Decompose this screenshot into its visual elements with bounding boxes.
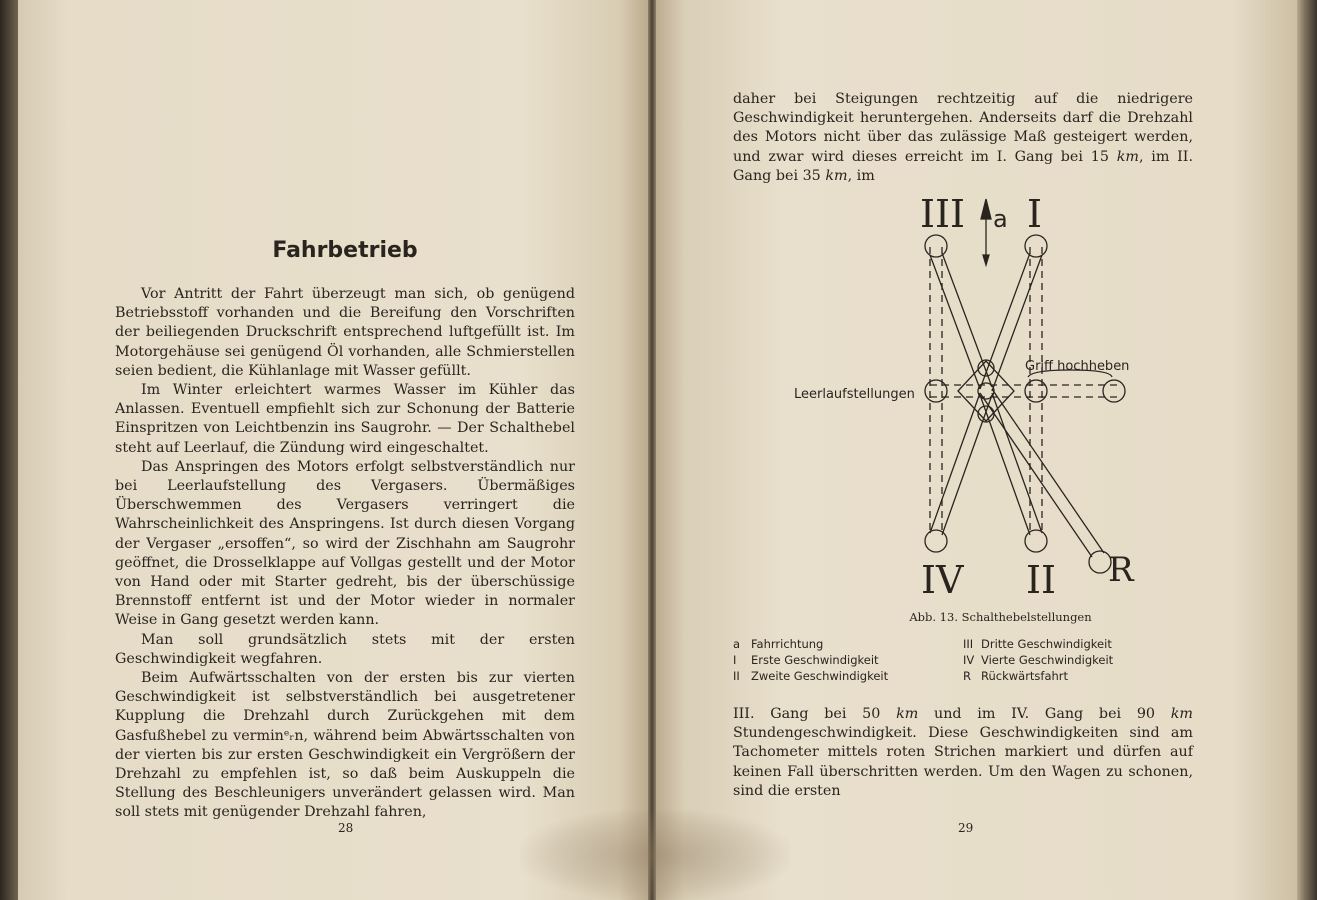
paragraph: Das Anspringen des Motors erfolgt selbstverständlich nur bei Leerlaufstellung des Vergasers. Übermäßiges Überschwemmen des Vergasers verringert die Wahrscheinlichkeit des Anspringens. Ist durch diesen Vorgang der Vergaser „ersoffen“, so wird der Zischhahn am Saugrohr geöffnet, die Drosselklappe auf Vollgas gestellt und der Motor von Hand oder mit Starter gedreht, bis der überschüssige Brennstoff entfernt ist und der Motor wieder in normaler Weise in Gang gesetzt werden kann. bbox=[115, 458, 575, 629]
text-run: , im II. Gang bei 35 bbox=[733, 148, 1194, 184]
position-neutral-right bbox=[1025, 380, 1047, 402]
legend-key: a bbox=[733, 637, 741, 651]
gear-label-third: III bbox=[920, 192, 966, 236]
unit-km: km bbox=[825, 167, 848, 184]
text-run: und im IV. Gang bei 90 bbox=[918, 706, 1171, 722]
unit-km: km bbox=[1116, 148, 1139, 165]
left-body-text bbox=[115, 285, 575, 823]
text-run: , im bbox=[847, 167, 875, 184]
text-run: III. Gang bei 50 bbox=[733, 706, 897, 722]
gear-label-second: II bbox=[1026, 558, 1057, 602]
legend-text: Dritte Geschwindigkeit bbox=[981, 637, 1112, 651]
unit-km: km bbox=[896, 706, 919, 722]
book-edge-left bbox=[0, 0, 18, 900]
gear-label-fourth: IV bbox=[921, 558, 964, 602]
position-fourth bbox=[925, 530, 947, 552]
legend-key: IV bbox=[963, 653, 975, 667]
legend-text: Vierte Geschwindigkeit bbox=[981, 653, 1114, 667]
paper-stain bbox=[520, 810, 790, 900]
text-run: Stundengeschwindigkeit. Diese Geschwindigkeiten sind am Tachometer mittels roten Strichen markiert und dürfen auf keinen Fall überschritten werden. Um den Wagen zu schonen, sind die ersten bbox=[733, 725, 1193, 799]
gear-label-first: I bbox=[1027, 192, 1043, 236]
position-neutral-reverse bbox=[1103, 380, 1125, 402]
legend-text: Rückwärtsfahrt bbox=[981, 669, 1069, 683]
legend-item bbox=[963, 652, 1113, 668]
book-spine bbox=[648, 0, 656, 900]
book-edge-right bbox=[1297, 0, 1317, 900]
legend-item bbox=[733, 636, 888, 652]
legend-key: III bbox=[963, 637, 974, 651]
legend-text: Erste Geschwindigkeit bbox=[751, 653, 879, 667]
paragraph: Vor Antritt der Fahrt überzeugt man sich, ob genügend Betriebsstoff vorhanden und die Bereifung den Vorschriften der beiliegenden Druckschrift entsprechend luftgefüllt ist. Im Motorgehäuse sei genügend Öl vorhanden, alle Schmierstellen seien bedient, die Kühlanlage mit Wasser gefüllt. bbox=[115, 286, 575, 379]
legend-key: R bbox=[963, 669, 971, 683]
page-number-left: 28 bbox=[338, 821, 354, 835]
legend-item bbox=[963, 668, 1113, 684]
paragraph bbox=[733, 90, 1193, 186]
position-neutral-left bbox=[925, 380, 947, 402]
page-heading: Fahrbetrieb bbox=[272, 238, 418, 263]
direction-label: a bbox=[993, 205, 1008, 233]
legend-left bbox=[733, 636, 888, 684]
legend-item bbox=[963, 636, 1113, 652]
paragraph: Beim Aufwärtsschalten von der ersten bis zur vierten Geschwindigkeit ist selbstverständlich bei ausgetretener Kupplung die Drehzahl durch Zurückgehen mit dem Gasfußhebel zu verminᵉᵣn, während beim Abwärtsschalten von der vierten bis zur ersten Geschwindigkeit ein Vergrößern der Drehzahl zu empfehlen ist, so daß beim Auskuppeln die Stellung des Beschleunigers unverändert gelassen wird. Man soll stets mit genügender Drehzahl fahren, bbox=[115, 670, 575, 821]
paragraph bbox=[733, 705, 1193, 801]
paragraph: Im Winter erleichtert warmes Wasser im Kühler das Anlassen. Eventuell empfiehlt sich zur Schonung der Batterie Einspritzen von Leichtbenzin ins Saugrohr. — Der Schalthebel steht auf Leerlauf, die Zündung wird eingeschaltet. bbox=[115, 382, 575, 456]
right-bottom-text bbox=[733, 705, 1193, 801]
legend-text: Zweite Geschwindigkeit bbox=[751, 669, 889, 683]
legend-right bbox=[963, 636, 1113, 684]
gear-label-reverse: R bbox=[1108, 550, 1134, 590]
legend-text: Fahrrichtung bbox=[751, 637, 824, 651]
page-number-right: 29 bbox=[958, 821, 974, 835]
position-first bbox=[1025, 235, 1047, 257]
figure-caption: Abb. 13. Schalthebelstellungen bbox=[909, 610, 1092, 624]
legend-item bbox=[733, 668, 888, 684]
lever-arms bbox=[930, 253, 1104, 557]
position-second bbox=[1025, 530, 1047, 552]
legend-key: I bbox=[733, 653, 737, 667]
paragraph: Man soll grundsätzlich stets mit der ersten Geschwindigkeit wegfahren. bbox=[115, 631, 575, 667]
right-top-text bbox=[733, 90, 1193, 186]
direction-arrow bbox=[981, 199, 991, 265]
gearshift-diagram bbox=[780, 185, 1160, 605]
legend-item bbox=[733, 652, 888, 668]
unit-km: km bbox=[1170, 706, 1193, 722]
position-third bbox=[925, 235, 947, 257]
neutral-positions-label: Leerlaufstellungen bbox=[794, 387, 915, 402]
text-run: daher bei Steigungen rechtzeitig auf die niedrigere Geschwindigkeit heruntergehen. Anderseits darf die Drehzahl des Motors nicht über das zulässige Maß gesteigert werden, und zwar wird dieses erreicht im I. Gang bei 15 bbox=[733, 91, 1193, 165]
lift-handle-label: Griff hochheben bbox=[1025, 359, 1130, 374]
legend-key: II bbox=[733, 669, 740, 683]
